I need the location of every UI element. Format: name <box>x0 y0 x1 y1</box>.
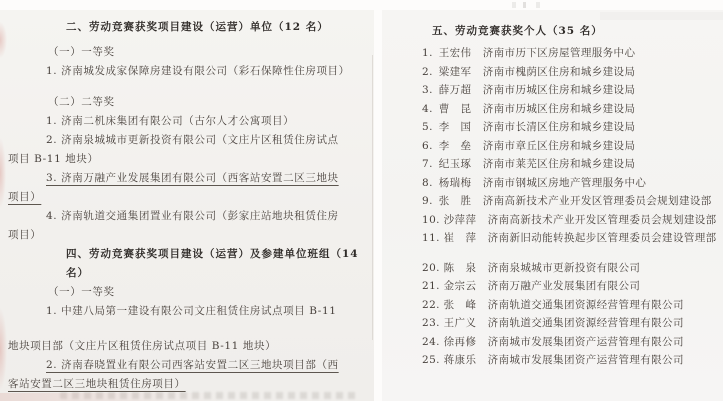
text-line: 2. 济南泉城城市更新投资有限公司（文庄片区租赁住房试点 <box>46 134 339 146</box>
entry-name: 崔 萍 <box>443 232 477 244</box>
entry-name: 梁建军 <box>438 65 472 78</box>
entry-organization: 济南市历城区住房和城乡建设局 <box>482 102 636 115</box>
entry-name: 王广义 <box>443 317 477 329</box>
entry-organization: 济南市历下区房屋管理服务中心 <box>482 47 636 59</box>
individual-entry <box>422 118 723 137</box>
individual-entry <box>422 100 723 119</box>
entry-number: 20. <box>422 261 440 274</box>
entry-name: 曹 昆 <box>438 102 472 115</box>
entry-number: 8. <box>422 176 433 189</box>
individual-entry <box>422 174 723 193</box>
entry-organization: 济南万融产业发展集团有限公司 <box>487 280 641 292</box>
section-heading: 四、劳动竞赛获奖项目建设（运营）及参建单位班组（14 <box>66 248 359 260</box>
entry-organization: 济南新旧动能转换起步区管理委员会建设管理部 <box>487 232 717 244</box>
scan-smudge <box>0 22 7 58</box>
scan-shadow <box>600 12 723 20</box>
entry-organization: 济南市槐荫区住房和城乡建设局 <box>482 65 636 78</box>
individual-entry <box>422 211 723 230</box>
entry-number: 23. <box>422 317 440 329</box>
entry-number: 7. <box>422 158 433 170</box>
page-edge-line <box>372 55 373 340</box>
individual-entry <box>422 259 723 278</box>
entry-name: 张 胜 <box>438 195 472 207</box>
text-line: 3. 济南万融产业发展集团有限公司（西客站安置二区三地块 <box>46 172 339 184</box>
individual-entry <box>422 229 723 248</box>
individual-entry <box>422 137 723 156</box>
section-heading-individuals: 五、劳动竞赛获奖个人（35 名） <box>432 25 603 37</box>
entry-organization: 济南高新技术产业开发区管理委员会规划建设部 <box>482 195 712 207</box>
individual-entry <box>422 314 723 333</box>
entry-number: 5. <box>422 121 433 133</box>
text-line: 地块项目部（文庄片区租赁住房试点项目 B-11 地块） <box>8 340 277 352</box>
entry-organization: 济南市章丘区住房和城乡建设局 <box>482 139 636 152</box>
text-line: 客站安置二区三地块租赁住房项目） <box>8 378 186 390</box>
individual-entry <box>422 333 723 352</box>
entry-name: 张 峰 <box>443 298 477 311</box>
individual-entry <box>422 296 723 315</box>
entry-number: 6. <box>422 139 433 152</box>
entry-name: 徐再修 <box>443 335 477 348</box>
entry-number: 21. <box>422 280 440 292</box>
scan-smudge <box>0 308 7 390</box>
entry-organization: 济南泉城城市更新投资有限公司 <box>487 261 641 274</box>
page-right <box>382 10 723 401</box>
entry-number: 1. <box>422 47 433 59</box>
left-page-text <box>8 18 362 394</box>
ghost-page-number <box>512 2 542 8</box>
text-line: 1. 济南城发成家保障房建设有限公司（彩石保障性住房项目） <box>46 65 350 77</box>
individual-entry <box>422 81 723 100</box>
entry-name: 杨瑞梅 <box>438 176 472 189</box>
entry-organization: 济南城市发展集团资产运营管理有限公司 <box>487 354 684 366</box>
text-line: 项目） <box>8 229 42 241</box>
entry-organization: 济南市钢城区房地产管理服务中心 <box>482 176 647 189</box>
entry-organization: 济南轨道交通集团资源经营管理有限公司 <box>487 317 684 329</box>
entry-organization: 济南城市发展集团资产运营管理有限公司 <box>487 335 684 348</box>
individual-entry <box>422 155 723 174</box>
entry-number: 3. <box>422 84 433 96</box>
text-line: （一）一等奖 <box>48 46 115 58</box>
scan-smudge <box>0 393 220 401</box>
entry-organization: 济南市历城区住房和城乡建设局 <box>482 84 636 96</box>
text-line: 项目） <box>8 191 42 203</box>
individual-entry <box>422 44 723 63</box>
entry-number: 25. <box>422 354 440 366</box>
text-line: 1. 济南二机床集团有限公司（古尔人才公寓项目） <box>46 115 295 127</box>
section-heading: 二、劳动竞赛获奖项目建设（运营）单位（12 名） <box>66 21 329 33</box>
entry-number: 2. <box>422 65 433 78</box>
entry-number: 4. <box>422 102 433 115</box>
text-line: 项目 B-11 地块） <box>8 153 99 165</box>
award-individuals-list <box>422 44 723 370</box>
text-line: 4. 济南轨道交通集团置业有限公司（彭家庄站地块租赁住房 <box>46 210 339 222</box>
entry-organization: 济南市莱芜区住房和城乡建设局 <box>482 158 636 170</box>
individual-entry <box>422 192 723 211</box>
individual-entry <box>422 63 723 82</box>
text-line: （一）一等奖 <box>48 286 115 298</box>
entry-name: 金宗云 <box>443 280 477 292</box>
individual-entry <box>422 351 723 370</box>
entry-number: 9. <box>422 195 433 207</box>
entry-name: 薛万超 <box>438 84 472 96</box>
entry-name: 陈 泉 <box>443 261 477 274</box>
scan-smudge <box>0 138 6 208</box>
entry-organization: 济南高新技术产业开发区管理委员会规划建设部 <box>487 213 717 226</box>
page-left <box>0 10 374 401</box>
text-line: （二）二等奖 <box>48 96 115 108</box>
individual-entry <box>422 277 723 296</box>
entry-name: 李 国 <box>438 121 472 133</box>
entry-name: 李 垒 <box>438 139 472 152</box>
entry-organization: 济南市长清区住房和城乡建设局 <box>482 121 636 133</box>
entry-number: 11. <box>422 232 440 244</box>
entry-name: 蒋康乐 <box>443 354 477 366</box>
entry-number: 24. <box>422 335 440 348</box>
entry-number: 22. <box>422 298 440 311</box>
entry-organization: 济南轨道交通集团资源经营管理有限公司 <box>487 298 684 311</box>
entry-name: 沙萍萍 <box>443 213 477 226</box>
text-line: 1. 中建八局第一建设有限公司文庄租赁住房试点项目 B-11 <box>46 305 337 317</box>
entry-name: 王宏伟 <box>438 47 472 59</box>
entry-name: 纪玉琢 <box>438 158 472 170</box>
entry-number: 10. <box>422 213 440 226</box>
section-heading: 名） <box>66 267 89 279</box>
text-line: 2. 济南春晓置业有限公司西客站安置二区三地块项目部（西 <box>46 359 339 371</box>
